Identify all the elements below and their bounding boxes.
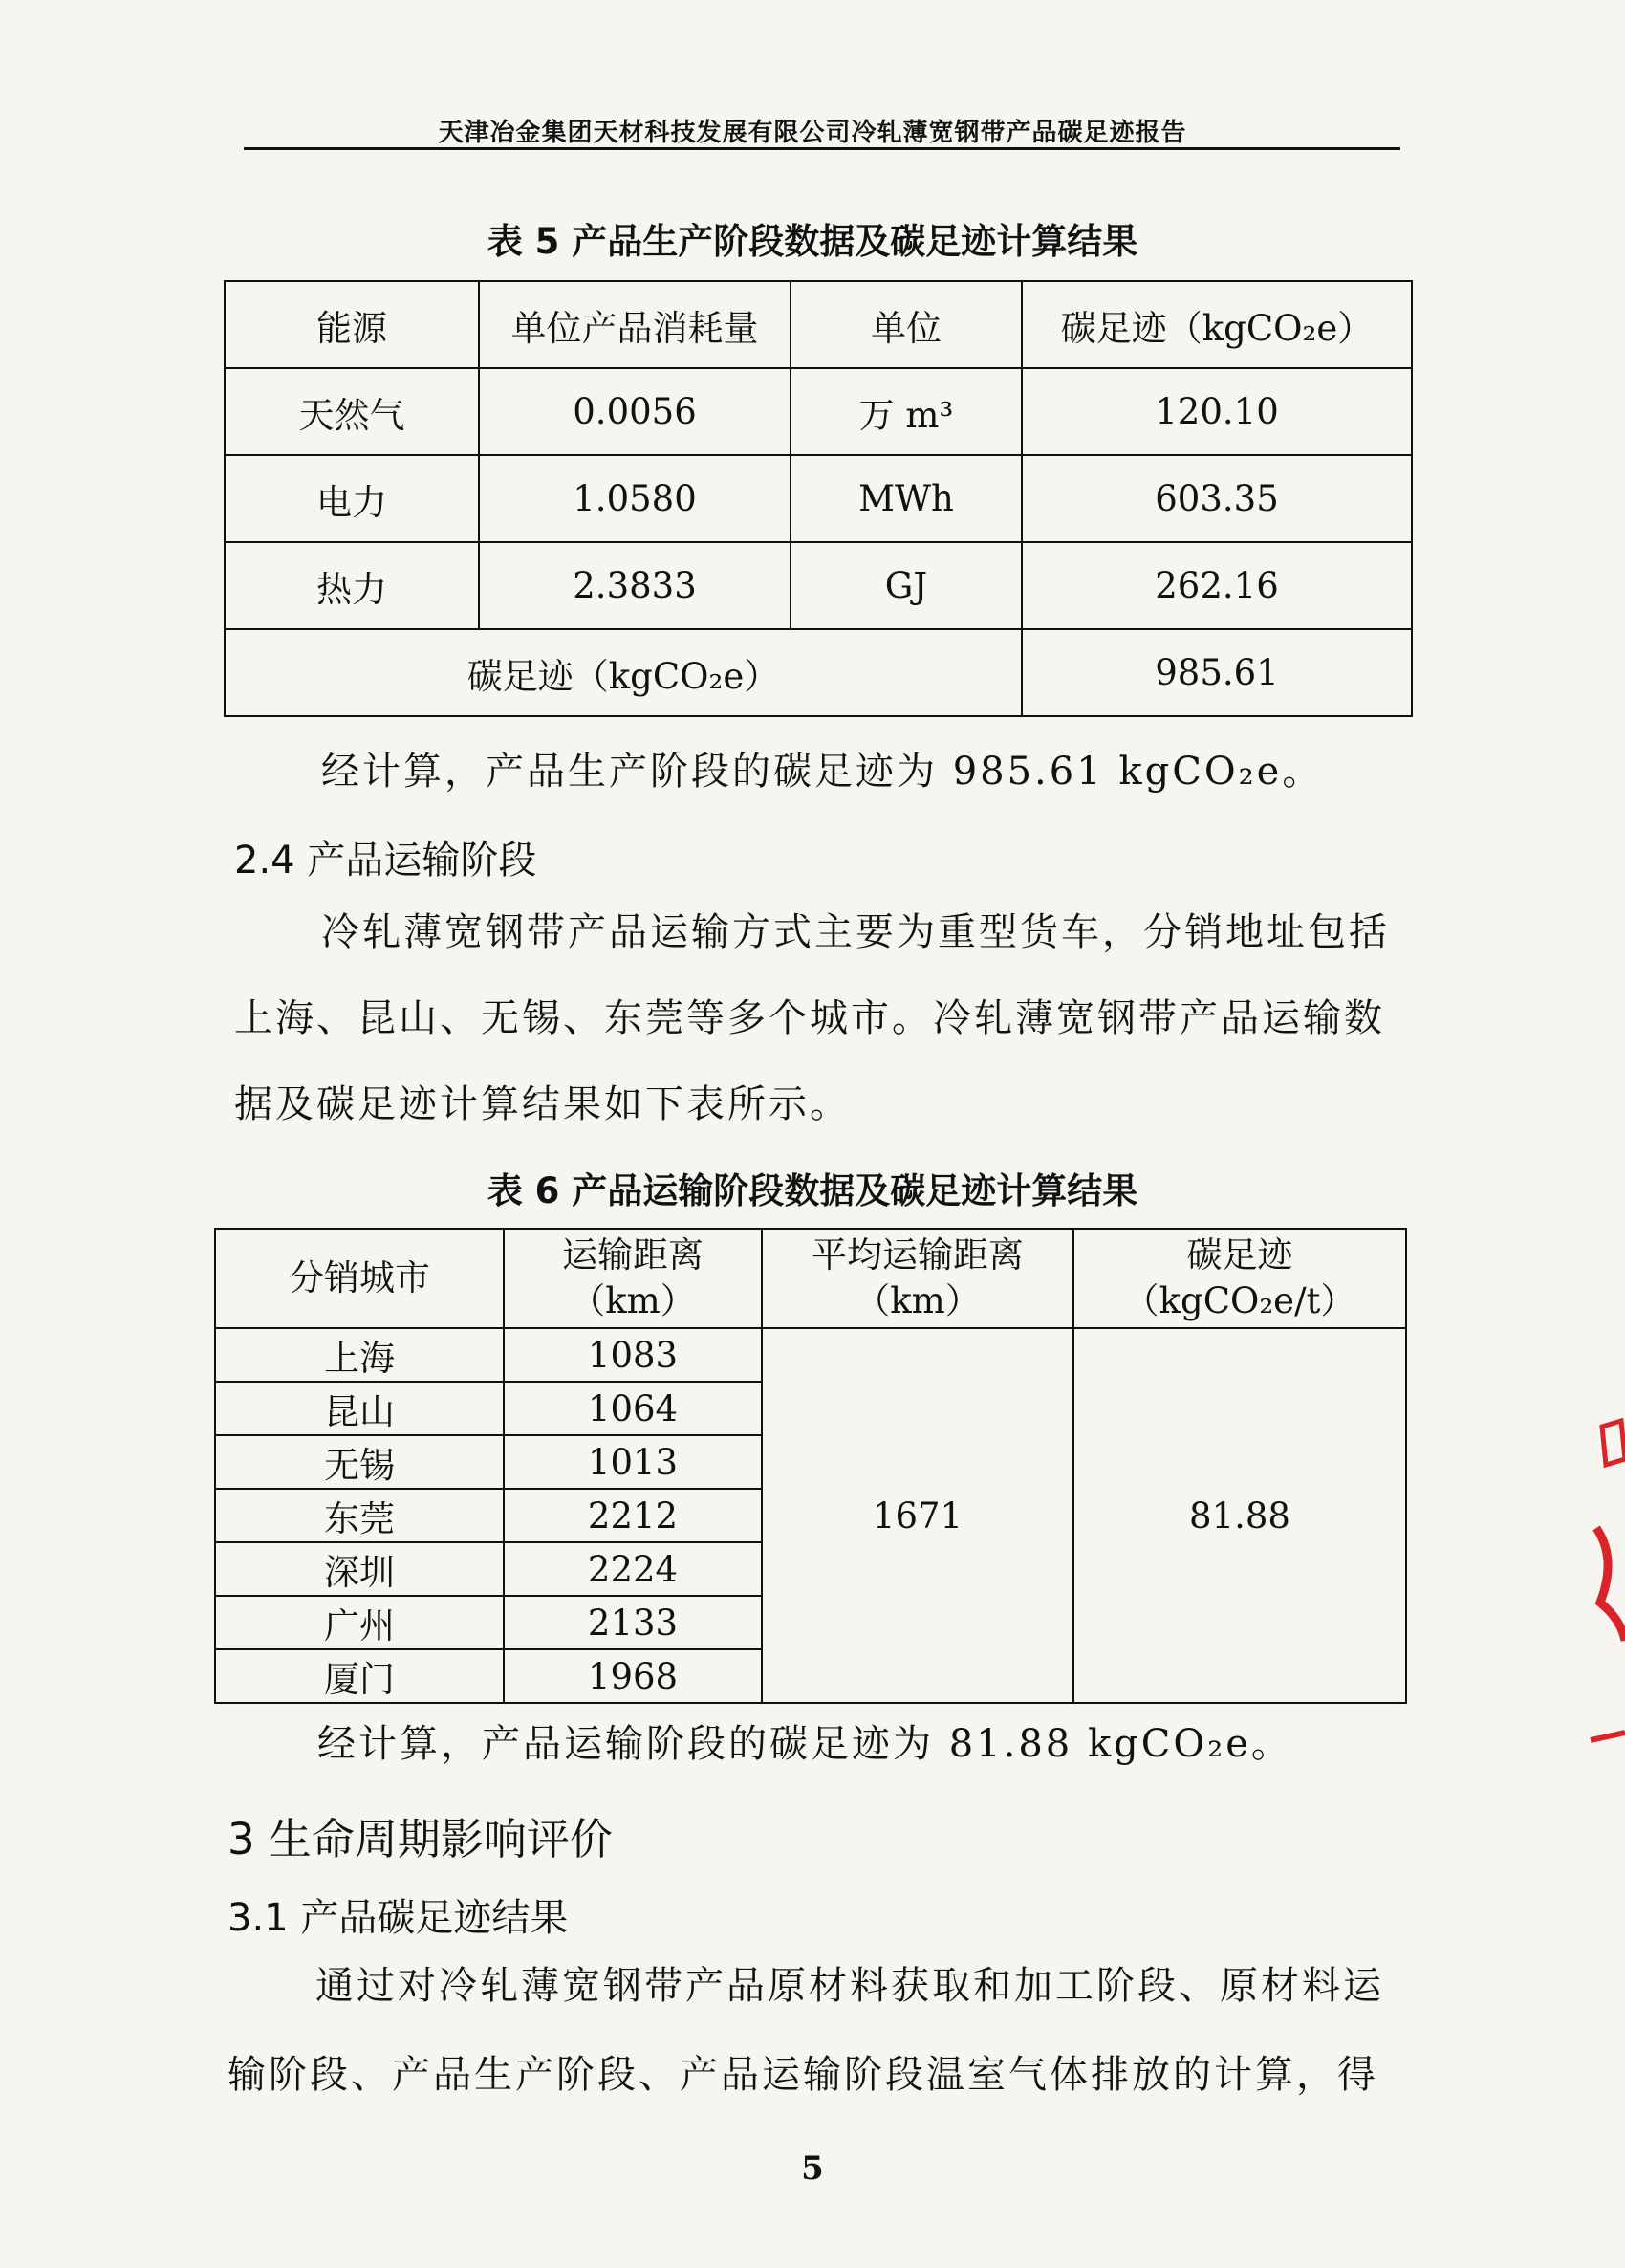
table6-distance-cell: 2133 (504, 1596, 762, 1649)
table5-cell: 0.0056 (479, 368, 791, 455)
section-2-4-line: 上海、昆山、无锡、东莞等多个城市。冷轧薄宽钢带产品运输数 (234, 996, 1385, 1040)
table6-city-cell: 上海 (215, 1328, 504, 1382)
table6-city-cell: 东莞 (215, 1489, 504, 1542)
section-2-4-heading: 2.4 产品运输阶段 (234, 839, 537, 883)
table5-caption: 表 5 产品生产阶段数据及碳足迹计算结果 (487, 221, 1138, 262)
table6-footprint-cell: 81.88 (1073, 1328, 1406, 1703)
table5-header-row (225, 281, 1412, 368)
table6-header-footprint-unit: （kgCO₂e/t） (1123, 1280, 1356, 1321)
table6-header-footprint (1073, 1229, 1406, 1328)
table6-header-footprint-label: 碳足迹 (1186, 1233, 1293, 1276)
table-row (225, 455, 1412, 542)
table6-header-city: 分销城市 (215, 1229, 504, 1328)
table5-total-row (225, 629, 1412, 716)
table6-distance-cell: 1083 (504, 1328, 762, 1382)
table5-cell: 120.10 (1022, 368, 1412, 455)
table5-cell: 电力 (225, 455, 479, 542)
table6-city-cell: 厦门 (215, 1649, 504, 1703)
header-rule (244, 147, 1400, 150)
table5-cell: 603.35 (1022, 455, 1412, 542)
table6-city-cell: 无锡 (215, 1435, 504, 1489)
table5-cell: 2.3833 (479, 542, 791, 629)
table6-header-distance-unit: （km） (570, 1280, 696, 1321)
table5-cell: 262.16 (1022, 542, 1412, 629)
red-seal-stamp-fragment (1589, 1415, 1625, 1759)
section-3-1-heading: 3.1 产品碳足迹结果 (228, 1896, 569, 1940)
table6-distance-cell: 1968 (504, 1649, 762, 1703)
table6-caption: 表 6 产品运输阶段数据及碳足迹计算结果 (487, 1170, 1138, 1211)
table-row (225, 368, 1412, 455)
section-2-4-line: 冷轧薄宽钢带产品运输方式主要为重型货车，分销地址包括 (321, 910, 1390, 954)
table6-distance-cell: 1064 (504, 1382, 762, 1435)
page-number: 5 (801, 2149, 824, 2188)
transport-result-paragraph: 经计算，产品运输阶段的碳足迹为 81.88 kgCO₂e。 (317, 1722, 1292, 1766)
table-row (215, 1328, 1406, 1382)
table5-total-value: 985.61 (1022, 629, 1412, 716)
table6 (214, 1228, 1407, 1704)
table5-cell: GJ (791, 542, 1022, 629)
table5-header-cell: 单位产品消耗量 (479, 281, 791, 368)
section-3-heading: 3 生命周期影响评价 (228, 1814, 613, 1865)
section-2-4-line: 据及碳足迹计算结果如下表所示。 (234, 1082, 851, 1126)
table5-total-label: 碳足迹（kgCO₂e） (225, 629, 1022, 716)
table6-distance-cell: 1013 (504, 1435, 762, 1489)
seal-stamp-icon (1589, 1415, 1625, 1759)
report-header-title: 天津冶金集团天材科技发展有限公司冷轧薄宽钢带产品碳足迹报告 (438, 119, 1187, 147)
table6-header-row (215, 1229, 1406, 1328)
production-result-paragraph: 经计算，产品生产阶段的碳足迹为 985.61 kgCO₂e。 (321, 750, 1324, 794)
table6-city-cell: 广州 (215, 1596, 504, 1649)
table6-city-cell: 深圳 (215, 1542, 504, 1596)
table6-distance-cell: 2224 (504, 1542, 762, 1596)
table5-cell: MWh (791, 455, 1022, 542)
table-row (225, 542, 1412, 629)
section-3-1-line: 通过对冷轧薄宽钢带产品原材料获取和加工阶段、原材料运 (315, 1964, 1384, 2008)
table5-header-cell: 单位 (791, 281, 1022, 368)
table6-header-avg-distance-unit: （km） (855, 1280, 981, 1321)
seal-stroke (1596, 1528, 1625, 1641)
table6-header-avg-distance-label: 平均运输距离 (812, 1233, 1024, 1276)
table5-header-cell: 能源 (225, 281, 479, 368)
table5-cell: 万 m³ (791, 368, 1022, 455)
table6-header-distance-label: 运输距离 (562, 1233, 704, 1276)
table6-distance-cell: 2212 (504, 1489, 762, 1542)
seal-stroke (1591, 1733, 1625, 1740)
table5-cell: 天然气 (225, 368, 479, 455)
table6-city-cell: 昆山 (215, 1382, 504, 1435)
table5-cell: 热力 (225, 542, 479, 629)
seal-stroke (1602, 1421, 1625, 1465)
table5-header-cell: 碳足迹（kgCO₂e） (1022, 281, 1412, 368)
table5 (224, 280, 1413, 717)
table6-header-distance (504, 1229, 762, 1328)
table5-cell: 1.0580 (479, 455, 791, 542)
section-3-1-line: 输阶段、产品生产阶段、产品运输阶段温室气体排放的计算，得 (228, 2053, 1378, 2097)
table6-header-avg-distance (762, 1229, 1073, 1328)
table6-avg-distance-cell: 1671 (762, 1328, 1073, 1703)
